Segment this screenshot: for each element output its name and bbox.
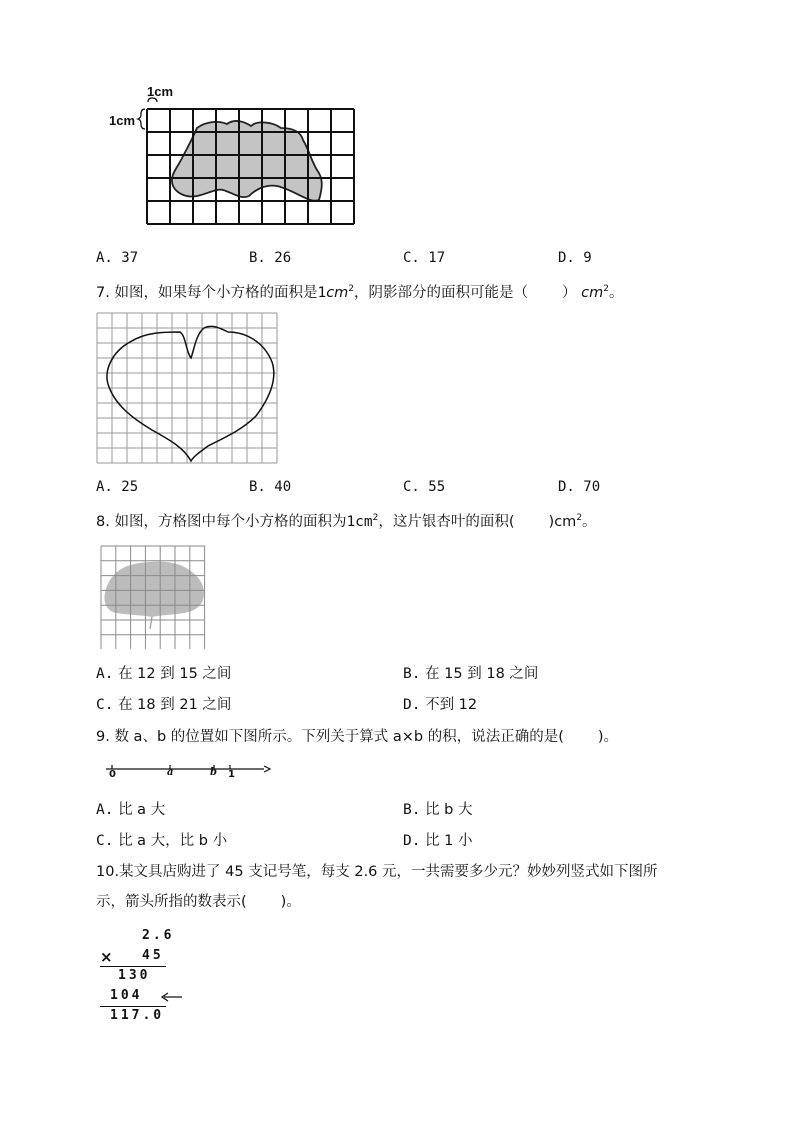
q7-figure	[96, 312, 286, 464]
arrow-left-icon	[160, 992, 184, 1002]
option-value: 70	[583, 479, 601, 495]
option-value: 26	[274, 250, 292, 266]
q7-option-b[interactable]	[249, 477, 291, 497]
label-a: a	[167, 767, 174, 778]
q7-unit-value: 1	[317, 285, 327, 301]
option-letter: D.	[558, 479, 575, 495]
q8-stem: 8. 如图，方格图中每个小方格的面积为$1cm^2$，这片银杏叶的面积( )$cm^2$。	[96, 513, 597, 530]
label-b: b	[210, 767, 217, 778]
option-letter: B.	[249, 250, 266, 266]
q10-vertical-calc	[96, 926, 196, 1031]
q10-text-line2: 示，箭头所指的数表示(	[96, 894, 247, 910]
option-value: 比 1 小	[425, 833, 473, 849]
q7-text-after: ，阴影部分的面积可能是（	[354, 285, 529, 301]
calc-rule-1	[100, 966, 166, 967]
q9-number-line	[104, 760, 272, 784]
q10-text-line2-end: )。	[280, 894, 301, 910]
question-number: 7.	[96, 285, 110, 301]
q8-grid	[100, 545, 208, 649]
option-letter: A.	[96, 666, 114, 682]
q7-answer-unit: cm	[581, 285, 604, 301]
q6-grid	[105, 80, 365, 230]
label-one: 1	[228, 769, 235, 780]
calc-result: 117.0	[110, 1008, 165, 1023]
option-value: 40	[274, 479, 292, 495]
option-letter: C.	[403, 479, 420, 495]
option-letter: B.	[403, 802, 421, 818]
calc-partial-1: 130	[118, 968, 151, 983]
q9-option-d[interactable]	[403, 831, 473, 851]
question-number: 9.	[96, 729, 110, 745]
option-value: 比 b 大	[425, 802, 473, 818]
q7-unit: cm	[326, 285, 349, 301]
option-letter: C.	[96, 833, 114, 849]
q8-text: 如图，方格图中每个小方格的面积为	[114, 514, 347, 530]
option-value: 55	[428, 479, 446, 495]
q9-close: )。	[597, 729, 619, 745]
q7-grid	[96, 312, 286, 464]
option-letter: B.	[403, 666, 421, 682]
option-letter: D.	[403, 697, 421, 713]
q9-option-c[interactable]	[96, 831, 227, 851]
label-zero: 0	[109, 769, 116, 780]
option-value: 37	[121, 250, 139, 266]
q8-ginkgo-leaf	[104, 562, 204, 617]
q10-stem-line1	[96, 862, 658, 882]
q10-text-line1: 某文具店购进了 45 支记号笔，每支 2.6 元，一共需要多少元？妙妙列竖式如下图所	[119, 864, 658, 880]
q6-unit-top-label: 1cm	[147, 84, 174, 99]
option-value: 比 a 大	[118, 802, 166, 818]
q6-option-d[interactable]	[558, 248, 592, 268]
calc-partial-2: 104	[110, 988, 143, 1003]
q7-leaf-outline	[107, 326, 274, 461]
q8-option-c[interactable]	[96, 695, 231, 715]
option-value: 25	[121, 479, 139, 495]
option-letter: C.	[96, 697, 114, 713]
q8-leaf-stem	[150, 617, 152, 629]
q8-unit: 1cm	[346, 514, 373, 530]
q9-option-a[interactable]	[96, 800, 165, 820]
number-line-svg	[104, 760, 272, 784]
calc-rule-2	[100, 1006, 166, 1007]
option-letter: A.	[96, 250, 113, 266]
q8-end: 。	[582, 514, 597, 530]
q9-stem	[96, 727, 618, 747]
q6-option-a[interactable]	[96, 248, 138, 268]
q7-option-d[interactable]	[558, 477, 600, 497]
question-number: 10.	[96, 864, 120, 880]
option-value: 在 15 到 18 之间	[425, 666, 539, 682]
q9-option-b[interactable]	[403, 800, 473, 820]
q8-close: )cm	[548, 514, 577, 530]
q6-figure	[105, 80, 365, 230]
option-value: 在 12 到 15 之间	[118, 666, 232, 682]
q6-option-b[interactable]	[249, 248, 291, 268]
q7-text: 如图，如果每个小方格的面积是	[114, 285, 318, 301]
option-letter: A.	[96, 802, 114, 818]
q6-unit-left-label: 1cm	[109, 113, 136, 128]
option-letter: A.	[96, 479, 113, 495]
q8-text-after: ，这片银杏叶的面积(	[378, 514, 515, 530]
q6-left-brace	[138, 109, 145, 129]
q6-top-brace	[148, 98, 157, 102]
q8-figure	[100, 545, 208, 649]
arrow-right-icon	[264, 766, 270, 772]
q8-option-b[interactable]	[403, 664, 538, 684]
question-number: 8.	[96, 514, 110, 530]
q7-close: ）	[562, 285, 577, 301]
option-value: 不到 12	[425, 697, 478, 713]
calc-multiplicand: 2.6	[142, 928, 175, 943]
option-value: 比 a 大，比 b 小	[118, 833, 228, 849]
option-letter: B.	[249, 479, 266, 495]
option-value: 在 18 到 21 之间	[118, 697, 232, 713]
option-value: 9	[583, 250, 592, 266]
q9-text: 数 a、b 的位置如下图所示。下列关于算式 a×b 的积，说法正确的是(	[114, 729, 564, 745]
q8-option-d[interactable]	[403, 695, 477, 715]
q10-stem-line2	[96, 892, 301, 912]
q7-option-a[interactable]	[96, 477, 138, 497]
calc-multiplier: 45	[142, 948, 164, 963]
q7-end: 。	[608, 285, 624, 301]
option-letter: D.	[558, 250, 575, 266]
option-letter: D.	[403, 833, 421, 849]
q6-option-c[interactable]	[403, 248, 445, 268]
q7-option-c[interactable]	[403, 477, 445, 497]
q7-stem: 7. 如图，如果每个小方格的面积是$1cm^2$，阴影部分的面积可能是（ ） $cm^2$。	[96, 284, 624, 301]
q8-option-a[interactable]	[96, 664, 231, 684]
option-value: 17	[428, 250, 446, 266]
calc-times-sign: ×	[100, 948, 113, 966]
option-letter: C.	[403, 250, 420, 266]
